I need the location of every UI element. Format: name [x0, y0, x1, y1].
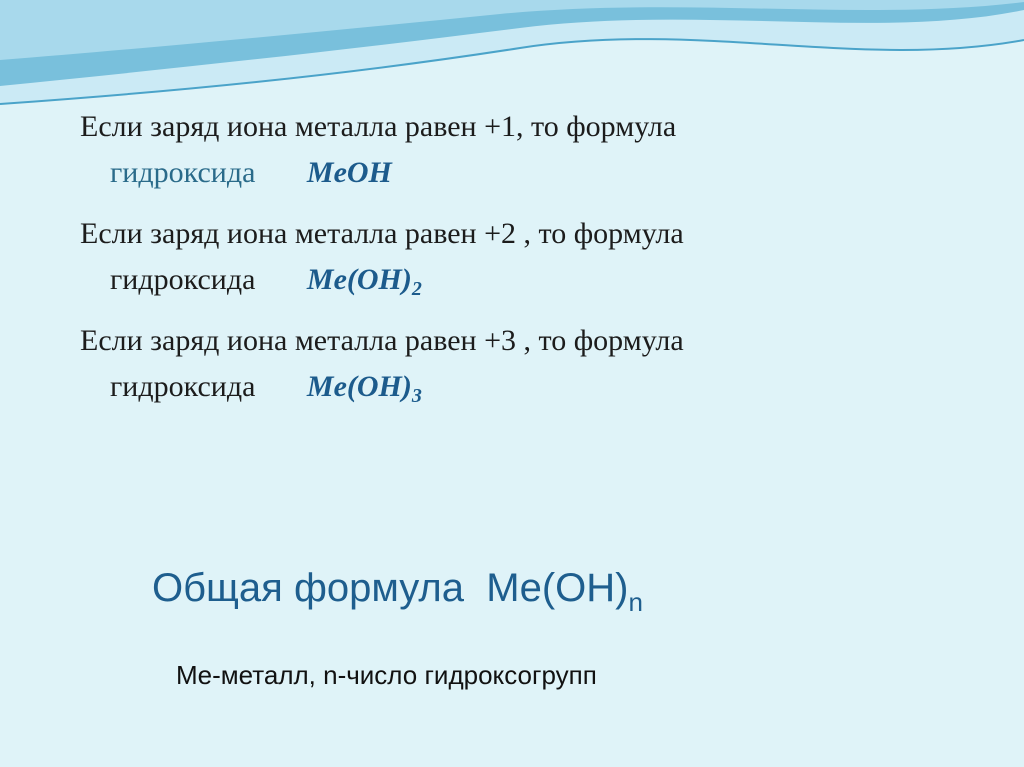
rule-item-3 — [80, 318, 960, 419]
general-formula-subscript: n — [628, 587, 643, 617]
rules-list — [80, 104, 960, 425]
rule-formula — [307, 150, 392, 205]
formula-main: MeOH — [306, 156, 392, 189]
rule-item-1 — [80, 104, 960, 205]
decorative-wave-header — [0, 0, 1024, 115]
formula-main: Me(OH) — [306, 263, 412, 296]
general-formula-main: Me(OH) — [486, 566, 629, 610]
general-formula-heading — [152, 566, 643, 618]
formula-subscript: 3 — [411, 385, 422, 407]
rule-item-2 — [80, 211, 960, 312]
rule-word: гидроксида — [110, 370, 256, 403]
legend-note: Me-металл, n-число гидроксогрупп — [176, 660, 597, 690]
rule-word: гидроксида — [110, 263, 256, 296]
rule-formula — [307, 364, 422, 419]
formula-main: Me(OH) — [306, 370, 412, 403]
rule-word: гидроксида — [110, 156, 256, 189]
rule-formula — [307, 257, 422, 312]
formula-subscript: 2 — [411, 278, 422, 300]
rule-text: Если заряд иона металла равен +1, то формула — [80, 110, 677, 143]
rule-text: Если заряд иона металла равен +2 , то формула — [80, 217, 684, 250]
rule-text: Если заряд иона металла равен +3 , то формула — [80, 324, 684, 357]
general-formula-label: Общая формула — [152, 566, 465, 610]
